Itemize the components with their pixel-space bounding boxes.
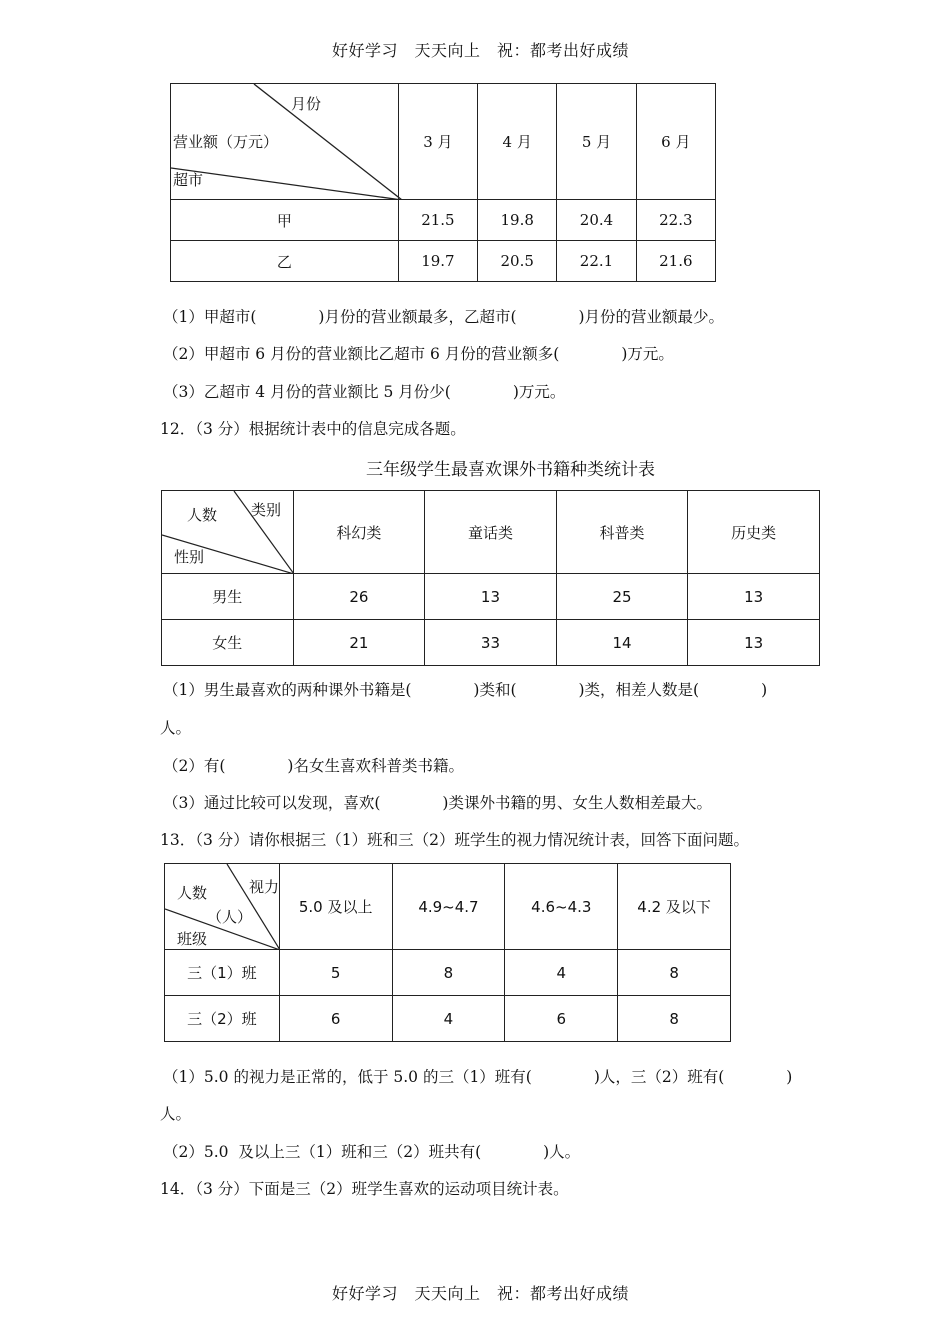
table-cell: 21 xyxy=(293,620,425,666)
books-table xyxy=(161,490,820,666)
table-cell: 21.6 xyxy=(636,241,715,282)
q11-line-3: （3）乙超市 4 月份的营业额比 5 月份少( )万元。 xyxy=(163,383,566,401)
table-cell: 13 xyxy=(688,574,820,620)
table-corner-cell xyxy=(162,491,294,574)
page-header: 好好学习 天天向上 祝：都考出好成绩 xyxy=(332,41,630,60)
table-cell: 4 xyxy=(505,950,618,996)
table-cell: 13 xyxy=(688,620,820,666)
table-cell: 5 xyxy=(279,950,392,996)
table-cell: 8 xyxy=(392,950,505,996)
table-cell: 14 xyxy=(556,620,688,666)
table-cell: 6 xyxy=(505,996,618,1042)
q12-line-3: （3）通过比较可以发现，喜欢( )类课外书籍的男、女生人数相差最大。 xyxy=(163,794,712,812)
page-footer: 好好学习 天天向上 祝：都考出好成绩 xyxy=(332,1284,630,1303)
row-header: 乙 xyxy=(171,241,399,282)
corner-label-sales: 营业额（万元） xyxy=(173,133,279,151)
q11-line-1: （1）甲超市( )月份的营业额最多，乙超市( )月份的营业额最少。 xyxy=(163,308,725,326)
corner-label-count: 人数 xyxy=(187,506,218,524)
row-header: 甲 xyxy=(171,200,399,241)
table-cell: 13 xyxy=(425,574,557,620)
column-header: 3 月 xyxy=(398,84,477,200)
q12-line-1: （1）男生最喜欢的两种课外书籍是( )类和( )类，相差人数是( ) xyxy=(163,681,768,699)
table-cell: 22.3 xyxy=(636,200,715,241)
column-header: 4.2 及以下 xyxy=(618,864,731,950)
column-header: 5 月 xyxy=(557,84,636,200)
table-cell: 21.5 xyxy=(398,200,477,241)
column-header: 4 月 xyxy=(478,84,557,200)
corner-label-class: 班级 xyxy=(177,930,208,948)
table-cell: 25 xyxy=(556,574,688,620)
column-header: 科普类 xyxy=(556,491,688,574)
row-header: 三（2）班 xyxy=(165,996,280,1042)
table-cell: 33 xyxy=(425,620,557,666)
corner-label-count: 人数 xyxy=(177,884,208,902)
row-header: 男生 xyxy=(162,574,294,620)
q12-table-title: 三年级学生最喜欢课外书籍种类统计表 xyxy=(366,460,655,480)
table-cell: 22.1 xyxy=(557,241,636,282)
q14-title: 14．（3 分）下面是三（2）班学生喜欢的运动项目统计表。 xyxy=(160,1180,569,1198)
table-cell: 19.8 xyxy=(478,200,557,241)
table-cell: 8 xyxy=(618,996,731,1042)
corner-label-store: 超市 xyxy=(173,171,204,189)
row-header: 三（1）班 xyxy=(165,950,280,996)
table-cell: 19.7 xyxy=(398,241,477,282)
corner-label-category: 类别 xyxy=(251,501,282,519)
sales-table xyxy=(170,83,716,282)
row-header: 女生 xyxy=(162,620,294,666)
q12-title: 12．（3 分）根据统计表中的信息完成各题。 xyxy=(160,420,466,438)
table-corner-cell xyxy=(165,864,280,950)
corner-label-month: 月份 xyxy=(291,95,322,113)
table-cell: 26 xyxy=(293,574,425,620)
q13-line-1b: 人。 xyxy=(160,1105,192,1123)
table-corner-cell xyxy=(171,84,399,200)
column-header: 4.9~4.7 xyxy=(392,864,505,950)
q13-line-2: （2）5.0 及以上三（1）班和三（2）班共有( )人。 xyxy=(163,1143,581,1161)
vision-table xyxy=(164,863,731,1042)
q13-line-1: （1）5.0 的视力是正常的，低于 5.0 的三（1）班有( )人，三（2）班有( ) xyxy=(163,1068,793,1086)
table-cell: 4 xyxy=(392,996,505,1042)
table-cell: 20.4 xyxy=(557,200,636,241)
column-header: 4.6~4.3 xyxy=(505,864,618,950)
table-cell: 8 xyxy=(618,950,731,996)
table-cell: 20.5 xyxy=(478,241,557,282)
q12-line-1b: 人。 xyxy=(160,719,192,737)
column-header: 5.0 及以上 xyxy=(279,864,392,950)
table-cell: 6 xyxy=(279,996,392,1042)
column-header: 历史类 xyxy=(688,491,820,574)
column-header: 童话类 xyxy=(425,491,557,574)
column-header: 6 月 xyxy=(636,84,715,200)
corner-label-gender: 性别 xyxy=(174,548,205,566)
q12-line-2: （2）有( )名女生喜欢科普类书籍。 xyxy=(163,757,464,775)
column-header: 科幻类 xyxy=(293,491,425,574)
q11-line-2: （2）甲超市 6 月份的营业额比乙超市 6 月份的营业额多( )万元。 xyxy=(163,345,674,363)
corner-label-vision: 视力 xyxy=(249,878,280,896)
corner-label-unit: （人） xyxy=(207,908,253,926)
q13-title: 13．（3 分）请你根据三（1）班和三（2）班学生的视力情况统计表，回答下面问题。 xyxy=(160,831,749,849)
